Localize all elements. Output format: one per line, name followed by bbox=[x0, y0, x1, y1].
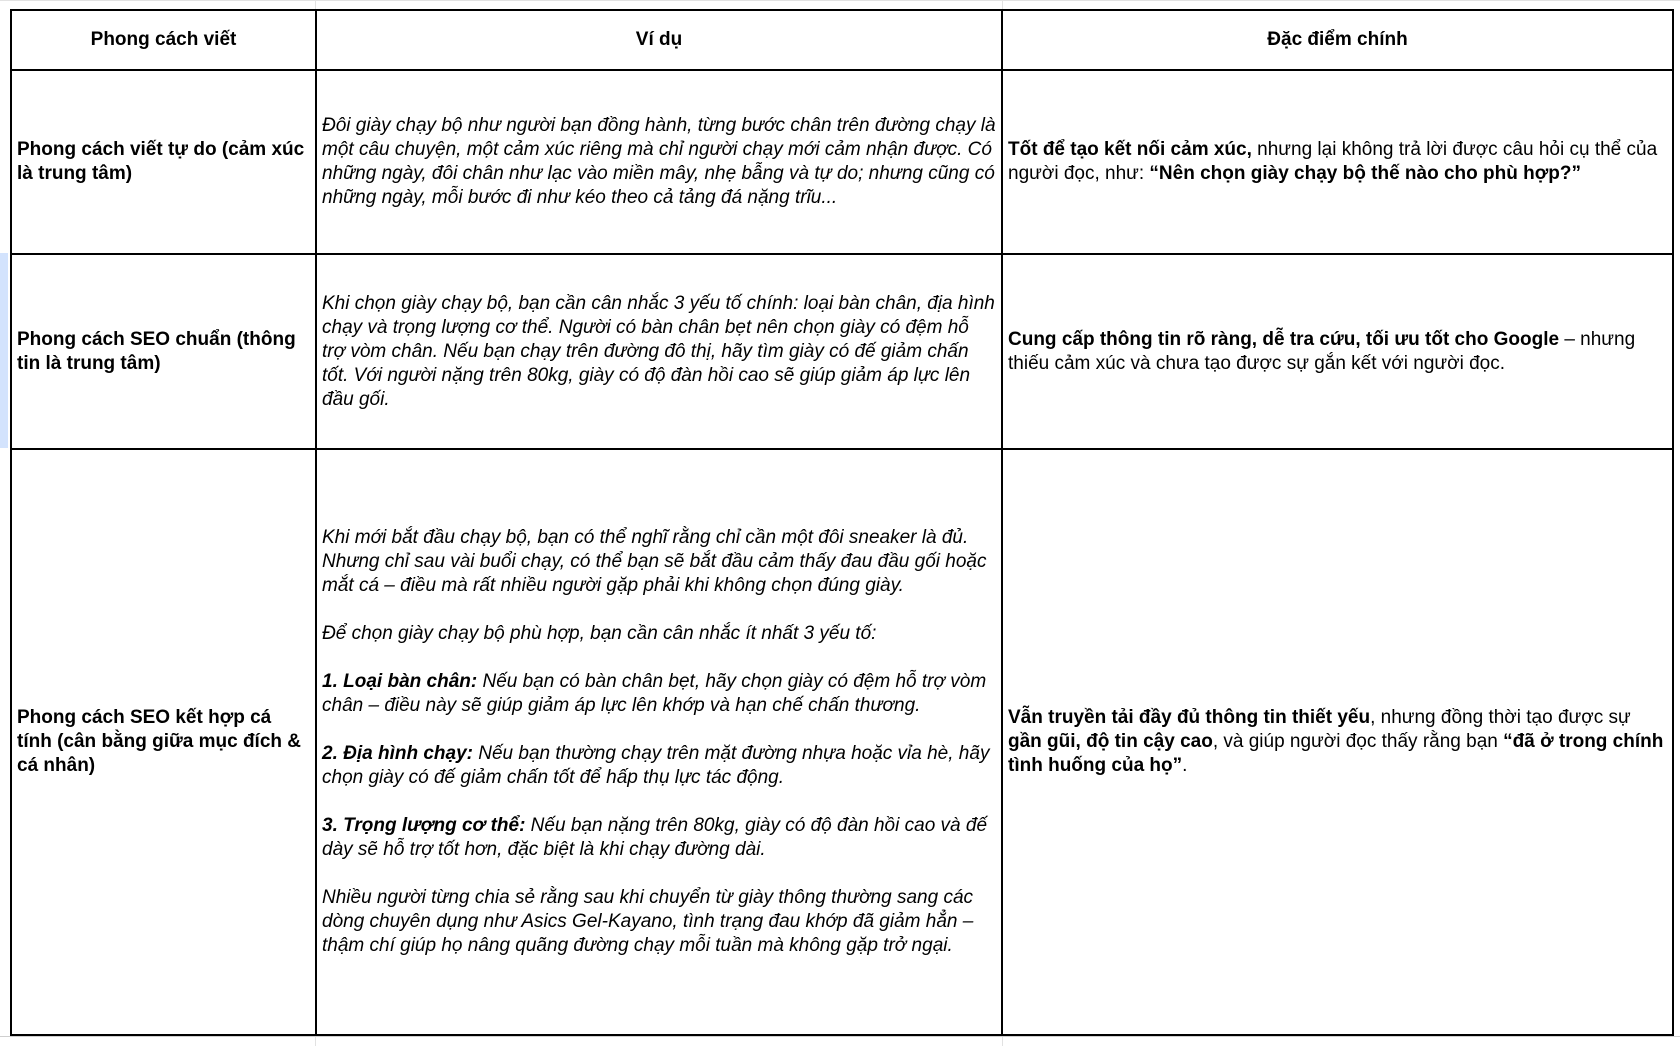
example-cell[interactable]: Khi chọn giày chạy bộ, bạn cần cân nhắc 3 yếu tố chính: loại bàn chân, địa hình chạy và trọng lượng cơ thể. Người có bàn chân bẹt nên chọn giày có đệm hỗ trợ vòm chân. Nếu bạn chạy trên đường đô thị, hãy tìm giày có đế giảm chấn tốt. Với người nặng trên 80kg, giày có độ đàn hồi cao sẽ giúp giảm áp lực lên đầu gối. bbox=[316, 254, 1002, 449]
paragraph-gap bbox=[322, 646, 996, 670]
example-paragraph: Khi mới bắt đầu chạy bộ, bạn có thể nghĩ rằng chỉ cần một đôi sneaker là đủ. Nhưng chỉ sau vài buổi chạy, có thể bạn sẽ bắt đầu cảm thấy đau đầu gối hoặc mắt cá – điều mà rất nhiều người gặp phải khi không chọn đúng giày. bbox=[322, 527, 987, 596]
paragraph-gap bbox=[322, 598, 996, 622]
feature-bold: Cung cấp thông tin rõ ràng, dễ tra cứu, tối ưu tốt cho Google bbox=[1008, 328, 1560, 350]
feature-bold: “đã ở trong chính tình huống của họ” bbox=[1008, 731, 1664, 776]
writing-style-table bbox=[10, 9, 1674, 1036]
gridline bbox=[0, 1036, 1680, 1037]
feature-text: nhưng lại không trả lời được câu hỏi cụ thể của người đọc, như: bbox=[1008, 139, 1658, 184]
example-list-item bbox=[322, 742, 996, 790]
feature-cell[interactable] bbox=[1002, 449, 1673, 1035]
list-item-label: 1. Loại bàn chân: bbox=[322, 671, 478, 692]
header-row bbox=[11, 10, 1673, 70]
feature-bold: Tốt để tạo kết nối cảm xúc, bbox=[1008, 139, 1252, 160]
list-item-text: Nếu bạn thường chạy trên mặt đường nhựa hoặc vỉa hè, hãy chọn giày có đế giảm chấn tốt để hấp thụ lực tác động. bbox=[322, 743, 990, 788]
feature-text: – nhưng thiếu cảm xúc và chưa tạo được sự gắn kết với người đọc. bbox=[1008, 328, 1636, 374]
row-selection-marker bbox=[0, 253, 8, 448]
list-item-label: 3. Trọng lượng cơ thể: bbox=[322, 815, 526, 836]
style-cell[interactable]: Phong cách SEO chuẩn (thông tin là trung tâm) bbox=[11, 254, 316, 449]
paragraph-gap bbox=[322, 862, 996, 886]
feature-text: , và giúp người đọc thấy rằng bạn bbox=[1212, 731, 1504, 752]
feature-bold: “Nên chọn giày chạy bộ thế nào cho phù hợp?” bbox=[1149, 163, 1581, 184]
example-paragraph: Để chọn giày chạy bộ phù hợp, bạn cần cân nhắc ít nhất 3 yếu tố: bbox=[322, 623, 877, 644]
example-cell[interactable]: Đôi giày chạy bộ như người bạn đồng hành, từng bước chân trên đường chạy là một câu chuyện, một cảm xúc riêng mà chỉ người chạy mới cảm nhận được. Có những ngày, đôi chân như lạc vào miền mây, nhẹ bẫng và tự do; nhưng cũng có những ngày, mỗi bước đi như kéo theo cả tảng đá nặng trĩu... bbox=[316, 70, 1002, 254]
example-paragraph: Nhiều người từng chia sẻ rằng sau khi chuyển từ giày thông thường sang các dòng chuyên dụng như Asics Gel-Kayano, tình trạng đau khớp đã giảm hẳn – thậm chí giúp họ nâng quãng đường chạy mỗi tuần mà không gặp trở ngại. bbox=[322, 887, 974, 956]
feature-bold: gần gũi, độ tin cậy cao bbox=[1008, 731, 1213, 752]
header-style[interactable]: Phong cách viết bbox=[11, 10, 316, 70]
list-item-text: Nếu bạn nặng trên 80kg, giày có độ đàn hồi cao và đế dày sẽ hỗ trợ tốt hơn, đặc biệt là khi chạy đường dài. bbox=[322, 815, 988, 860]
paragraph-gap bbox=[322, 718, 996, 742]
example-cell[interactable] bbox=[316, 449, 1002, 1035]
table-row bbox=[11, 254, 1673, 449]
feature-bold: Vẫn truyền tải đầy đủ thông tin thiết yếu bbox=[1008, 707, 1371, 728]
table-row bbox=[11, 70, 1673, 254]
example-list-item bbox=[322, 670, 996, 718]
header-feature[interactable]: Đặc điểm chính bbox=[1002, 10, 1673, 70]
style-cell[interactable]: Phong cách viết tự do (cảm xúc là trung tâm) bbox=[11, 70, 316, 254]
feature-cell[interactable] bbox=[1002, 254, 1673, 449]
gridline bbox=[0, 0, 1680, 1]
example-list-item bbox=[322, 814, 996, 862]
table-row bbox=[11, 449, 1673, 1035]
style-cell[interactable]: Phong cách SEO kết hợp cá tính (cân bằng giữa mục đích & cá nhân) bbox=[11, 449, 316, 1035]
feature-text: . bbox=[1182, 755, 1188, 776]
feature-cell[interactable] bbox=[1002, 70, 1673, 254]
list-item-text: Nếu bạn có bàn chân bẹt, hãy chọn giày có đệm hỗ trợ vòm chân – điều này sẽ giúp giảm áp lực lên khớp và hạn chế chấn thương. bbox=[322, 671, 987, 716]
feature-text: , nhưng đồng thời tạo được sự bbox=[1370, 707, 1631, 728]
list-item-label: 2. Địa hình chạy: bbox=[322, 743, 473, 764]
header-example[interactable]: Ví dụ bbox=[316, 10, 1002, 70]
paragraph-gap bbox=[322, 790, 996, 814]
